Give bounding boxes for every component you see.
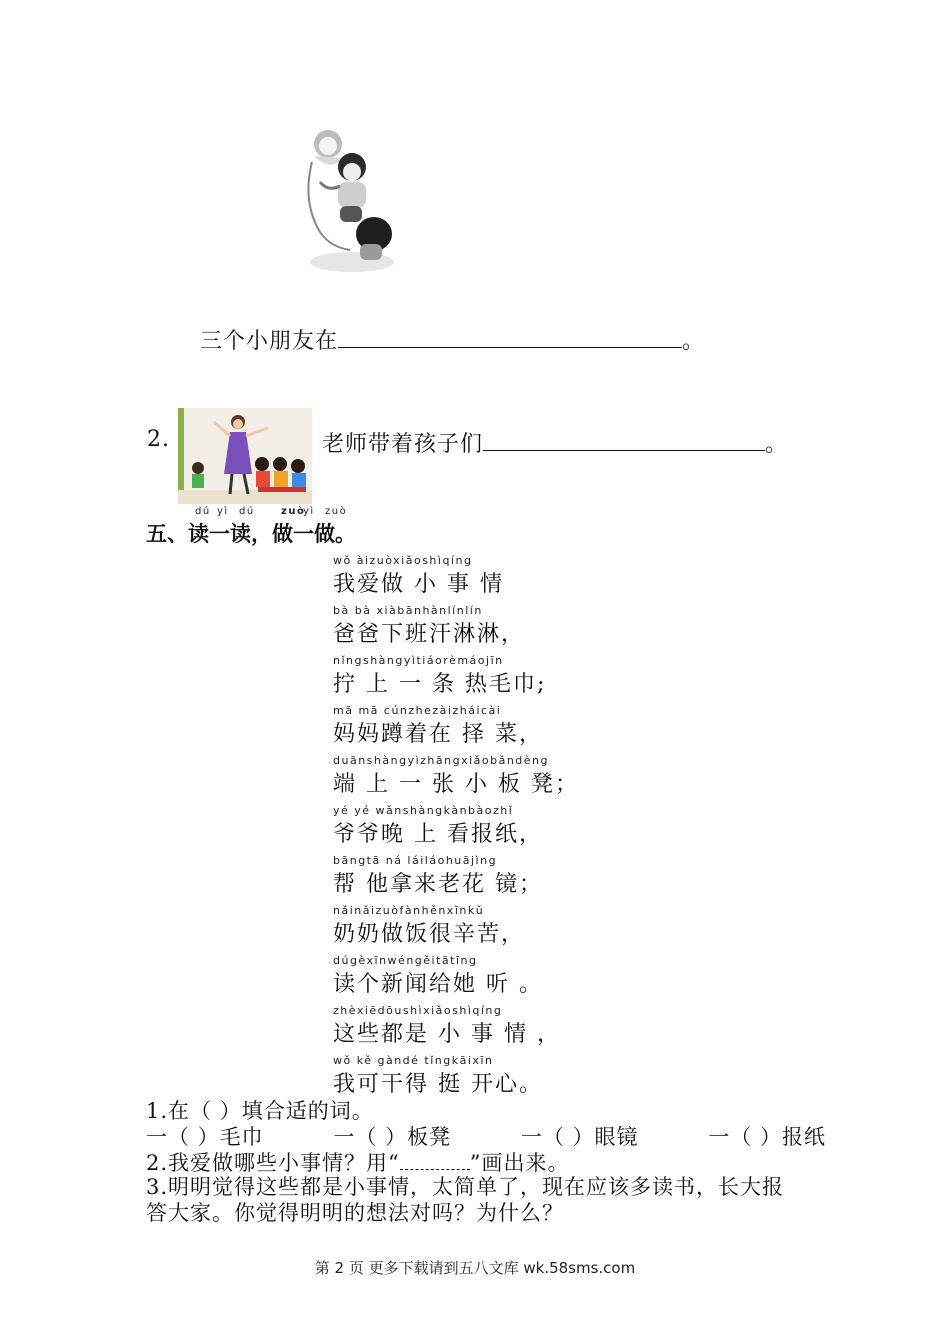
q2-suffix: 。 [765, 432, 789, 457]
poem-line [333, 1004, 693, 1054]
section5-title-pinyin [195, 506, 347, 517]
poem-pinyin: duānshàngyìzhāngxiǎobǎndèng [333, 754, 550, 767]
q1-item-stool[interactable]: 一（ ）板凳 [333, 1125, 452, 1149]
title-pinyin-6: zuò [325, 506, 348, 517]
poem-pinyin: yé yé wǎnshàngkànbàozhǐ [333, 804, 514, 817]
poem-pinyin: zhèxiēdōushìxiǎoshìqíng [333, 1004, 503, 1017]
q2-underline-sample [400, 1153, 470, 1170]
poem [333, 554, 693, 1104]
q2-answer-blank[interactable] [483, 430, 765, 451]
poem-line [333, 754, 693, 804]
poem-line [333, 854, 693, 904]
poem-text: 拧 上 一 条 热毛巾; [333, 672, 547, 697]
poem-text: 我可干得 挺 开心。 [333, 1072, 543, 1097]
question-1: 1.在（ ）填合适的词。 [146, 1099, 374, 1123]
q1-sentence [200, 324, 705, 355]
q1-answer-blank[interactable] [338, 327, 682, 348]
poem-pinyin: wǒ kě gàndé tǐngkāixīn [333, 1054, 494, 1067]
poem-pinyin: mā mā cúnzhezàizháicài [333, 704, 502, 717]
poem-line [333, 704, 693, 754]
q2-text-prefix: 2.我爱做哪些小事情？用“ [146, 1151, 400, 1175]
q1-item-towel[interactable]: 一（ ）毛巾 [146, 1125, 264, 1149]
poem-line [333, 654, 693, 704]
title-pinyin-5: yì [303, 506, 315, 517]
title-pinyin-4: zuò [281, 506, 306, 517]
poem-pinyin: bà bà xiàbānhànlínlín [333, 604, 483, 617]
poem-text: 这些都是 小 事 情 ， [333, 1022, 561, 1047]
poem-pinyin: nǐngshàngyìtiáorèmáojīn [333, 654, 504, 667]
poem-text: 奶奶做饭很辛苦， [333, 922, 526, 947]
children-playing-illustration [300, 122, 400, 280]
poem-line [333, 904, 693, 954]
poem-line [333, 604, 693, 654]
poem-text: 端 上 一 张 小 板 凳； [333, 772, 579, 797]
q1-item-glasses[interactable]: 一（ ）眼镜 [520, 1125, 639, 1149]
poem-text: 爷爷晚 上 看报纸， [333, 822, 543, 847]
question-3-line-1: 3.明明觉得这些都是小事情，太简单了，现在应该多读书，长大报 [146, 1175, 785, 1199]
q2-number: 2. [147, 427, 170, 452]
poem-line [333, 554, 693, 604]
title-pinyin-2: yì [217, 506, 229, 517]
poem-text: 爸爸下班汗淋淋， [333, 622, 526, 647]
poem-line [333, 954, 693, 1004]
poem-pinyin: dúgèxīnwéngěitātīng [333, 954, 478, 967]
poem-line [333, 804, 693, 854]
page-footer: 第 2 页 更多下载请到五八文库 wk.58sms.com [314, 1259, 636, 1277]
poem-pinyin: wǒ àizuòxiǎoshìqíng [333, 554, 473, 567]
question-3-line-2: 答大家。你觉得明明的想法对吗？为什么？ [146, 1201, 564, 1225]
q2-prefix: 老师带着孩子们 [322, 432, 484, 457]
poem-text: 帮 他拿来老花 镜； [333, 872, 543, 897]
poem-text: 读个新闻给她 听 。 [333, 972, 543, 997]
q2-sentence [322, 427, 788, 458]
teacher-children-illustration [178, 408, 312, 504]
q1-item-newspaper[interactable]: 一（ ）报纸 [708, 1125, 826, 1149]
q1-prefix: 三个小朋友在 [200, 329, 339, 354]
q1-suffix: 。 [682, 329, 706, 354]
poem-pinyin: nǎinǎizuòfànhěnxīnkǔ [333, 904, 485, 917]
poem-text: 我爱做 小 事 情 [333, 572, 504, 597]
q2-text-suffix: ”画出来。 [469, 1151, 570, 1175]
poem-line [333, 1054, 693, 1104]
poem-text: 妈妈蹲着在 择 菜， [333, 722, 543, 747]
title-pinyin-3: dú [239, 506, 255, 517]
poem-pinyin: bāngtā ná láiláohuājìng [333, 854, 498, 867]
section5-title: 五、读一读，做一做。 [146, 522, 356, 546]
title-pinyin-1: dú [195, 506, 211, 517]
